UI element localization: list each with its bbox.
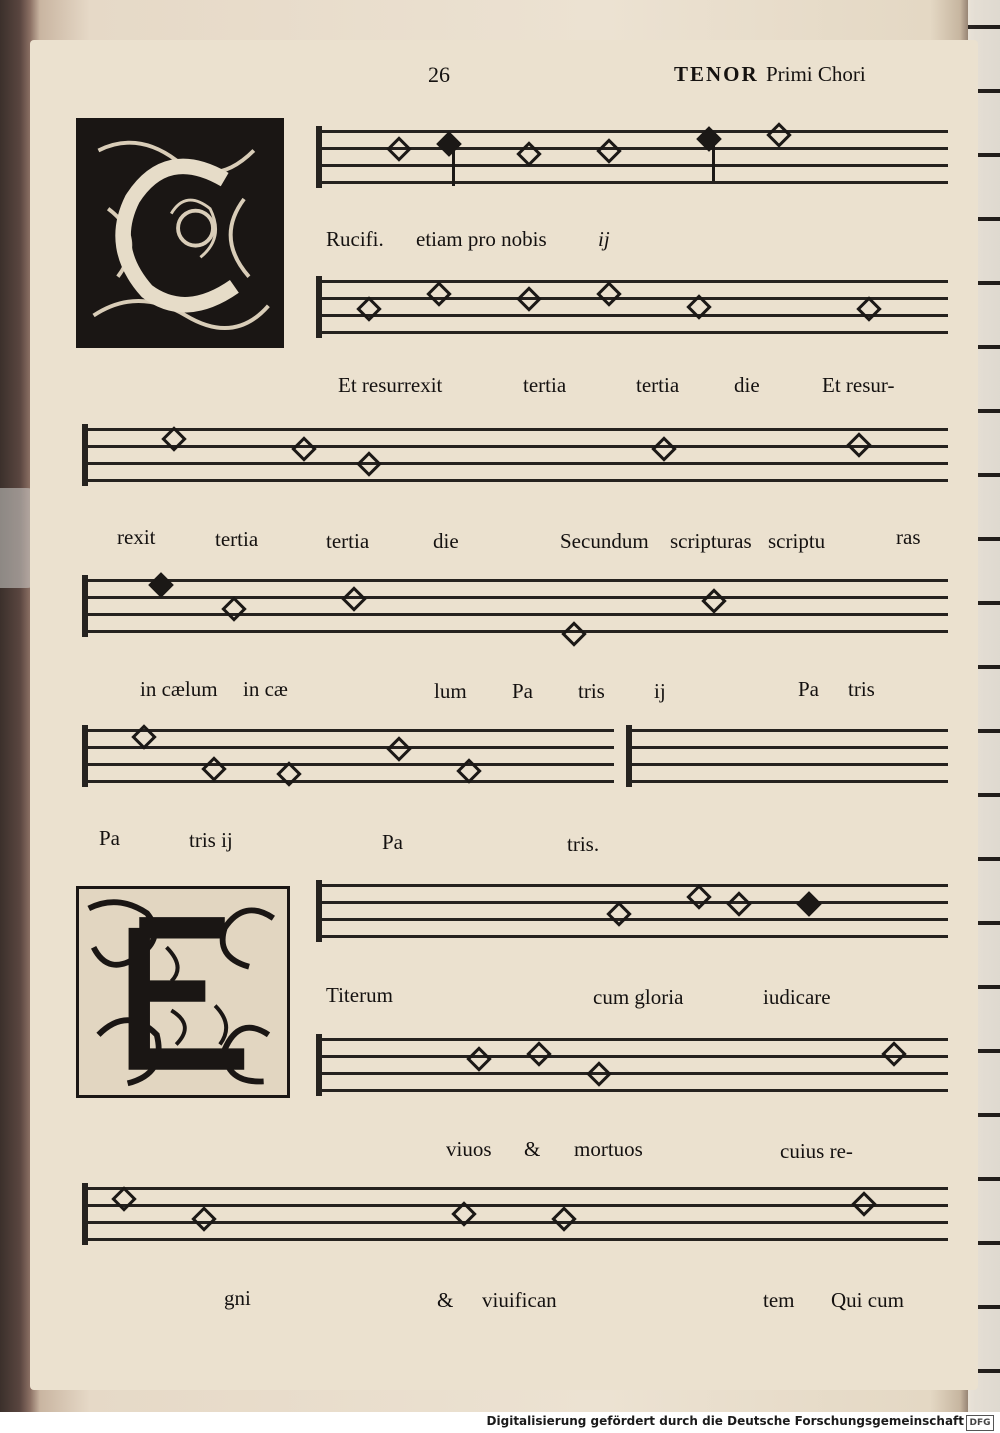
voice-header — [674, 62, 866, 87]
lyric: tris. — [567, 832, 600, 856]
music-staff-1 — [316, 116, 948, 194]
lyric: tris — [848, 677, 875, 701]
lyric: viuifican — [482, 1288, 557, 1312]
music-staff-8 — [82, 1173, 948, 1251]
lyric: rexit — [117, 525, 156, 549]
lyric: Rucifi. — [326, 227, 384, 251]
lyric: tem — [763, 1288, 795, 1312]
lyric: tertia — [215, 527, 259, 551]
lyric: Pa — [512, 679, 533, 703]
lyric: tertia — [326, 529, 370, 553]
lyric: lum — [434, 679, 467, 703]
lyric: & — [524, 1137, 541, 1161]
music-staff-3 — [82, 414, 948, 492]
lyric: Pa — [99, 826, 120, 850]
voice-suffix: Primi Chori — [765, 62, 866, 86]
lyric: in cæ — [243, 677, 288, 701]
lyric: Titerum — [326, 983, 393, 1007]
dfg-logo-icon: DFG — [966, 1415, 994, 1431]
lyric: scripturas — [670, 529, 752, 553]
lyric: mortuos — [574, 1137, 643, 1161]
lyric: tertia — [636, 373, 680, 397]
lyric: tris ij — [189, 828, 233, 852]
lyric: Secundum — [560, 529, 649, 553]
note-stem — [452, 150, 455, 186]
lyric: Et resur- — [822, 373, 895, 397]
lyric: die — [734, 373, 760, 397]
lyric: iudicare — [763, 985, 831, 1009]
lyric: Qui cum — [831, 1288, 904, 1312]
music-staff-7 — [316, 1024, 948, 1102]
lyric: ij — [654, 679, 666, 703]
lyric: Pa — [382, 830, 403, 854]
decorated-initial-e — [76, 886, 290, 1098]
page-number: 26 — [428, 62, 450, 87]
lyric: cum gloria — [593, 985, 684, 1009]
lyric: & — [437, 1288, 454, 1312]
lyric: scriptu — [768, 529, 826, 553]
digitization-footer — [0, 1412, 1000, 1433]
lyric: Et resurrexit — [338, 373, 443, 397]
note-stem — [712, 145, 715, 181]
music-staff-4 — [82, 565, 948, 643]
lyric: in cælum — [140, 677, 218, 701]
footer-credit: Digitalisierung gefördert durch die Deutsche Forschungsgemeinschaft — [486, 1414, 964, 1428]
decorated-initial-c — [76, 118, 284, 348]
initial-e-ornament-icon — [79, 889, 287, 1095]
music-staff-2 — [316, 266, 948, 344]
music-staff-5 — [82, 715, 614, 793]
voice-name: TENOR — [674, 62, 759, 86]
lyric: tertia — [523, 373, 567, 397]
lyric: die — [433, 529, 459, 553]
lyric: cuius re- — [780, 1139, 853, 1163]
music-staff-5-empty — [626, 715, 948, 793]
lyric: ij — [598, 227, 610, 251]
lyric: etiam pro nobis — [416, 227, 547, 251]
music-staff-6 — [316, 870, 948, 948]
lyric: ras — [896, 525, 921, 549]
lyric: Pa — [798, 677, 819, 701]
lyric: gni — [224, 1286, 251, 1310]
initial-c-ornament-icon — [79, 121, 281, 345]
lyric: tris — [578, 679, 605, 703]
lyric: viuos — [446, 1137, 492, 1161]
